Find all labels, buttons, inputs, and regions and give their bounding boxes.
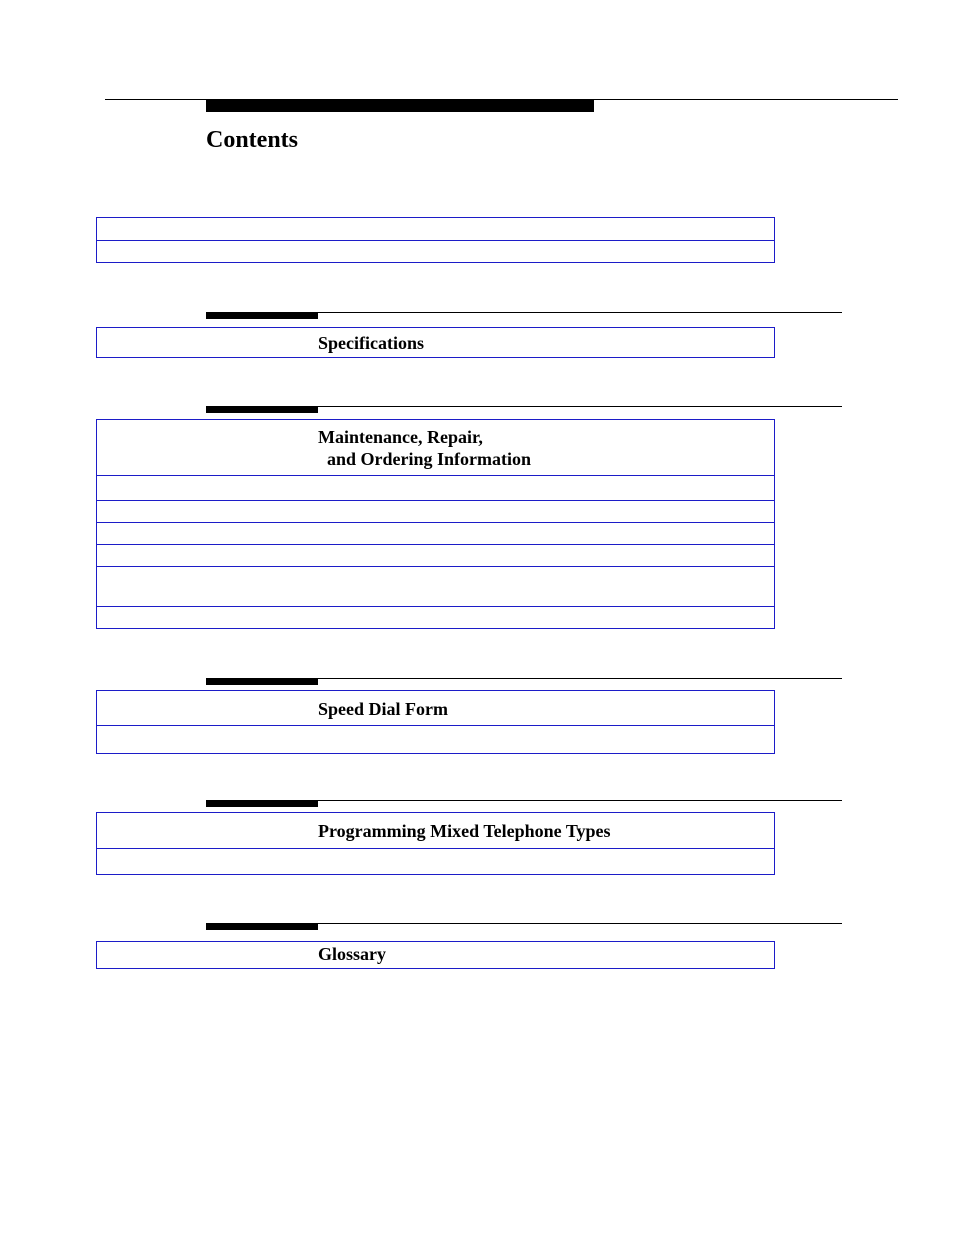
section-title-speed-dial-form: Speed Dial Form [318,699,448,719]
toc-link-box[interactable] [96,566,775,607]
section-title-glossary: Glossary [318,944,387,964]
section-title-programming-mixed-telephone-types: Programming Mixed Telephone Types [318,821,611,841]
toc-link-box[interactable] [96,522,775,545]
section-bar [206,923,318,930]
toc-link-box[interactable] [96,544,775,567]
section-title-maintenance-line2: and Ordering Information [327,449,532,469]
toc-entry-specifications[interactable] [96,327,775,358]
section-title-maintenance-line1: Maintenance, Repair, [318,427,483,447]
section-title-specifications: Specifications [318,333,424,353]
section-bar [206,312,318,319]
section-bar [206,678,318,685]
page-title: Contents [206,127,299,153]
toc-link-box[interactable] [96,725,775,754]
toc-link-box[interactable] [96,500,775,523]
section-bar [206,406,318,413]
toc-link-box[interactable] [96,240,775,263]
toc-entry-glossary[interactable] [96,941,775,969]
section-bar [206,800,318,807]
toc-link-box[interactable] [96,475,775,501]
toc-link-box[interactable] [96,848,775,875]
toc-link-box[interactable] [96,217,775,241]
header-bar [206,99,594,112]
toc-link-box[interactable] [96,606,775,629]
